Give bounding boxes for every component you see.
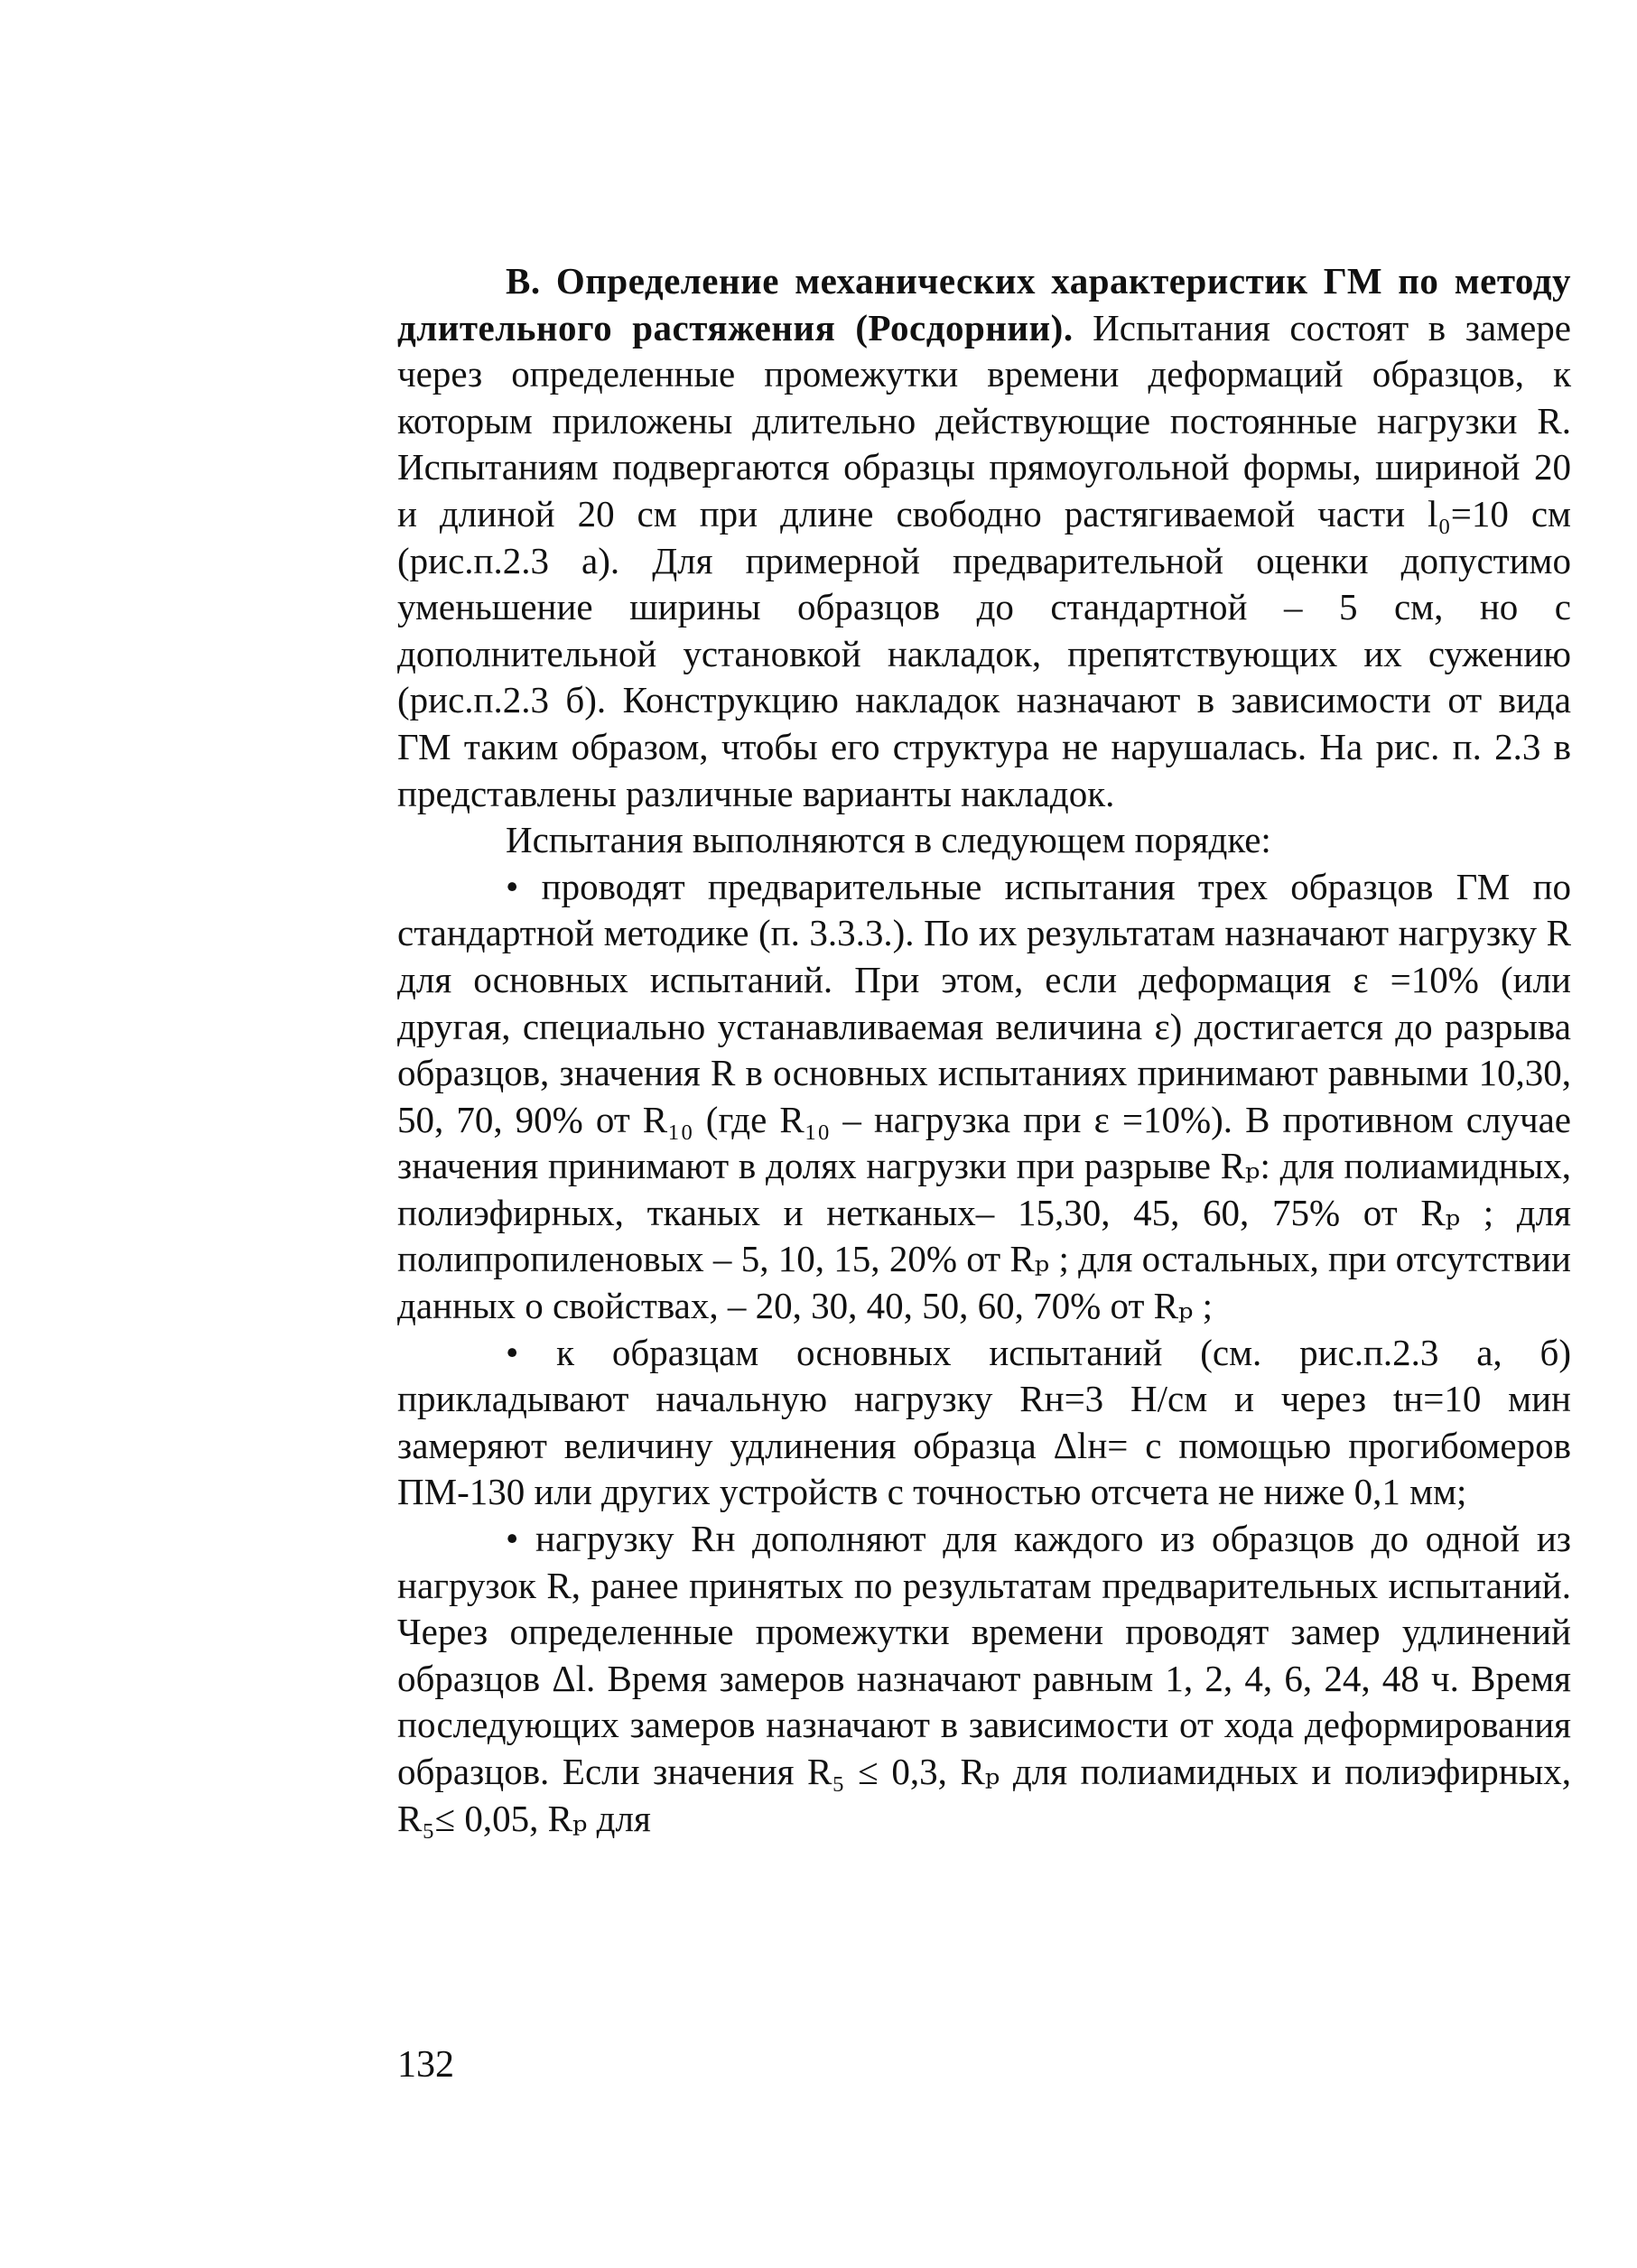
- list-item-initial-load: [397, 1330, 1571, 1516]
- paragraph-text: • проводят предварительные испытания трех образцов ГМ по стандартной методике (п. 3.3.3.). По их результатам назначают нагрузку R для основных испытаний. При этом, если деформация ε =10% (или другая, специально устанавливаемая величина ε) достигается до разрыва образцов, значения R в основных испытаниях принимают равными 10,30, 50, 70, 90% от R₁₀ (где R₁₀ – нагрузка при ε =10%). В противном случае значения принимают в долях нагрузки при разрыве Rₚ: для полиамидных, полиэфирных, тканых и нетканых– 15,30, 45, 60, 75% от Rₚ ; для полипропиленовых – 5, 10, 15, 20% от Rₚ ; для остальных, при отсутствии данных о свойствах, – 20, 30, 40, 50, 60, 70% от Rₚ ;: [397, 865, 1571, 1327]
- paragraph-text: • к образцам основных испытаний (см. рис.п.2.3 а, б) прикладывают начальную нагрузку Rн=3 Н/см и через tн=10 мин замеряют величину удлинения образца Δlн= с помощью прогибомеров ПМ-130 или других устройств с точностью отсчета не ниже 0,1 мм;: [397, 1331, 1571, 1513]
- page-number: 132: [397, 2044, 454, 2086]
- paragraph-text: Испытания состоят в замере через определенные промежутки времени деформаций образцов, к которым приложены длительно действующие постоянные нагрузки R. Испытаниям подвергаются образцы прямоугольной формы, шириной 20 и длиной 20 см при длине свободно растягиваемой части l₀=10 см (рис.п.2.3 а). Для примерной предварительной оценки допустимо уменьшение ширины образцов до стандартной – 5 см, но с дополнительной установкой накладок, препятствующих их сужению (рис.п.2.3 б). Конструкцию накладок назначают в зависимости от вида ГМ таким образом, чтобы его структура не нарушалась. На рис. п. 2.3 в представлены различные варианты накладок.: [397, 306, 1571, 814]
- list-item-load-increase: [397, 1516, 1571, 1842]
- text-body: [397, 258, 1571, 1842]
- section-heading: В. Определение механических характеристик ГМ по методу длительного растяжения (Росдорнии).: [397, 260, 1571, 349]
- paragraph-method-description: [397, 258, 1571, 817]
- paragraph-procedure-intro: [397, 817, 1571, 864]
- paragraph-text: Испытания выполняются в следующем порядке:: [506, 819, 1271, 861]
- list-item-preliminary-tests: [397, 864, 1571, 1330]
- paragraph-text: • нагрузку Rн дополняют для каждого из образцов до одной из нагрузок R, ранее принятых по результатам предварительных испытаний. Через определенные промежутки времени проводят замер удлинений образцов Δl. Время замеров назначают равным 1, 2, 4, 6, 24, 48 ч. Время последующих замеров назначают в зависимости от хода деформирования образцов. Если значения R₅ ≤ 0,3, Rₚ для полиамидных и полиэфирных, R₅≤ 0,05, Rₚ для: [397, 1518, 1571, 1839]
